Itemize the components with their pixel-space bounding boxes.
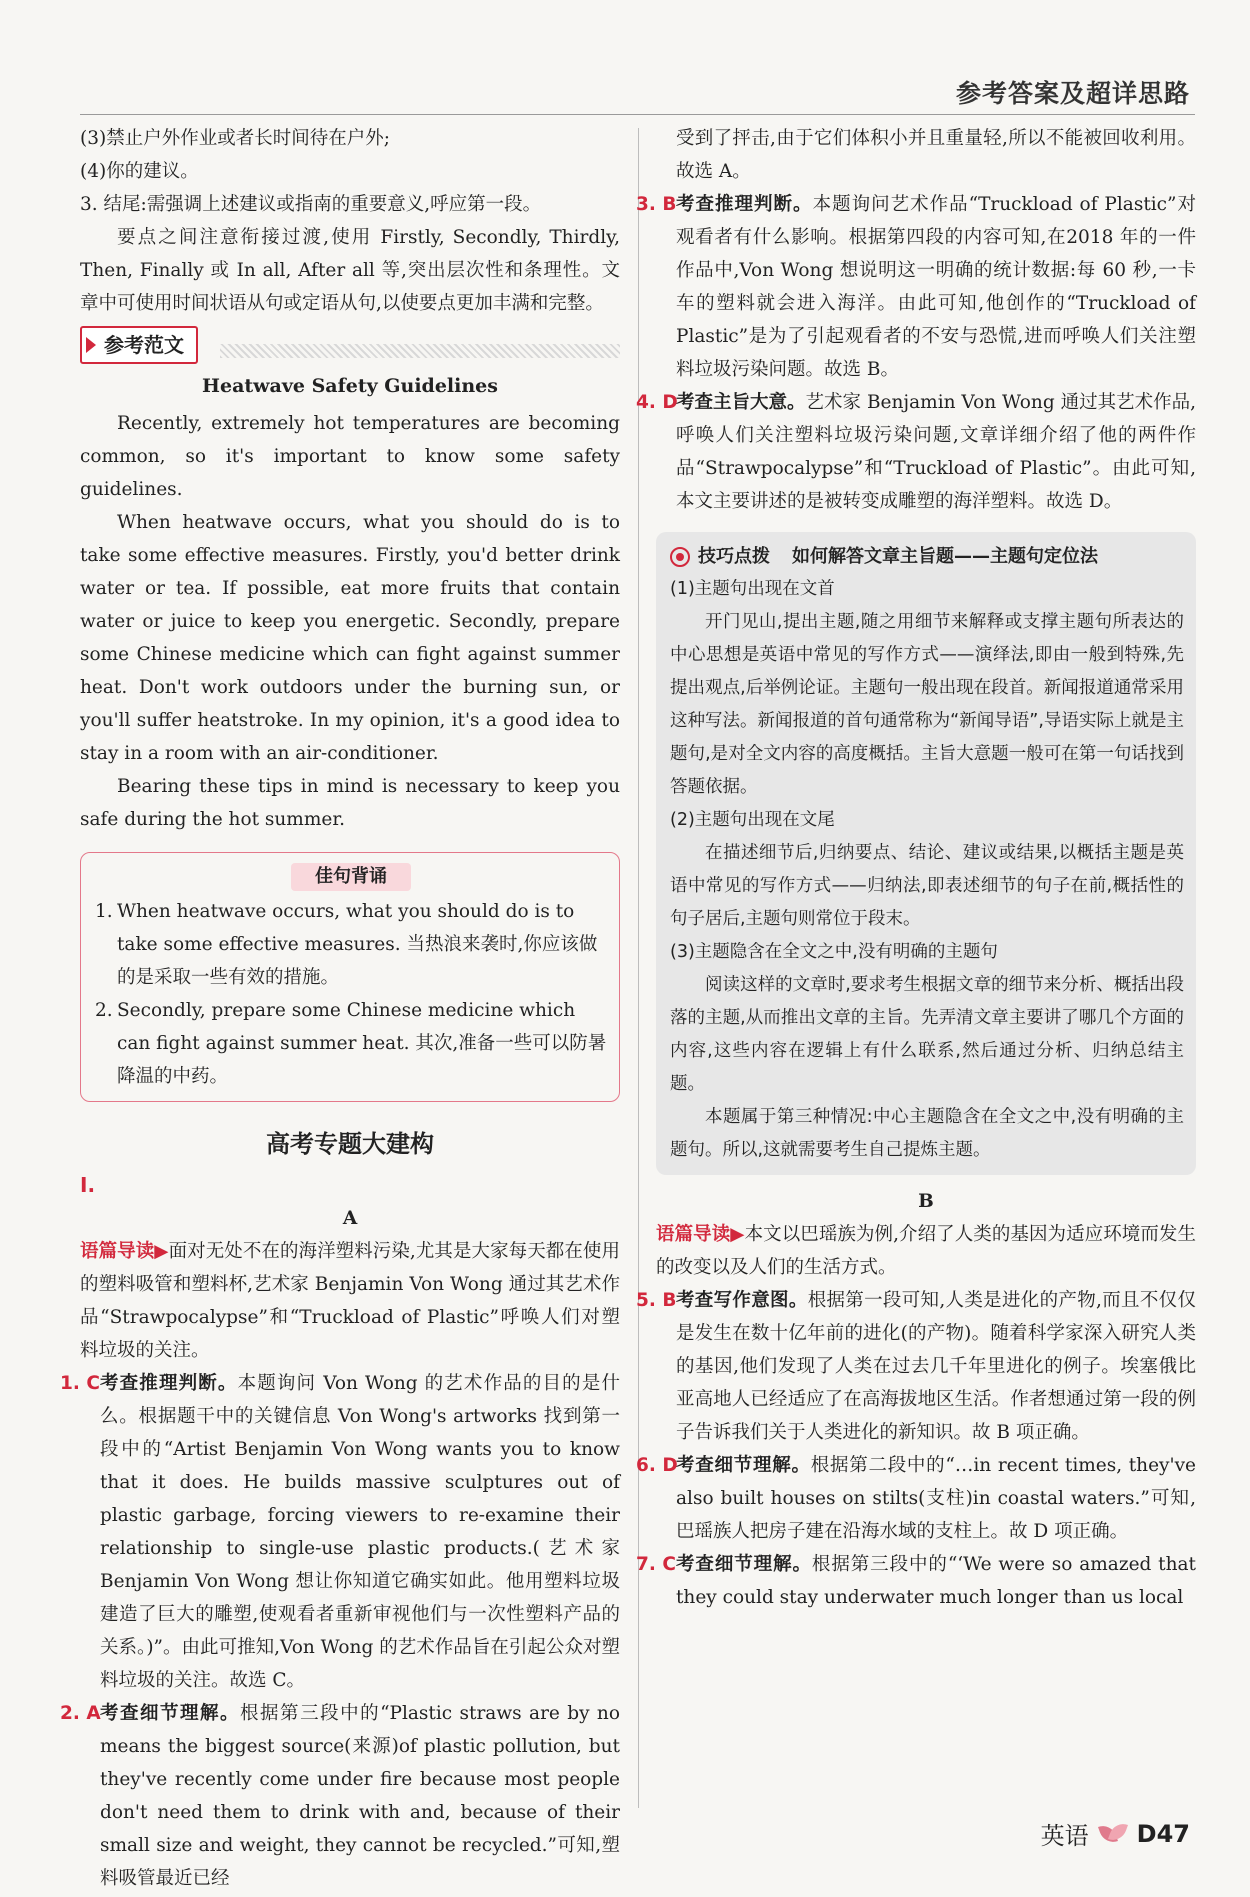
answer-item xyxy=(636,1284,1196,1449)
essay-paragraph: When heatwave occurs, what you should do is to take some effective measures. Firstly, you'd better drink water or tea. If possible, eat more fruits that contain water or juice to keep you energetic. Secondly, prepare some Chinese medicine which can fight against summer heat. Don't work outdoors under the burning sun, or you'll suffer heatstroke. In my opinion, it's a good idea to stay in a room with an air-conditioner. xyxy=(80,512,620,764)
tips-paragraph: 开门见山,提出主题,随之用细节来解释或支撑主题句所表达的中心思想是英语中常见的写作方式——演绎法,即由一般到特殊,先提出观点,后举例论证。主题句一般出现在段首。新闻报道通常采用这种写法。新闻报道的首句通常称为“新闻导语”,导语实际上就是主题句,是对全文内容的高度概括。主旨大意题一般可在第一句话找到答题依据。 xyxy=(670,612,1184,797)
question-type: 考查细节理解。 xyxy=(676,1554,812,1575)
continued-text-content: 受到了抨击,由于它们体积小并且重量轻,所以不能被回收利用。故选 A。 xyxy=(676,128,1196,182)
model-essay-label: 参考范文 xyxy=(80,326,198,364)
answer-number: 2. A xyxy=(60,1703,101,1724)
intro-paragraph: 要点之间注意衔接过渡,使用 Firstly, Secondly, Thirdly, Then, Finally 或 In all, After all 等,突出层次性和条理性。文章中可使用时间状语从句或定语从句,以使要点更加丰满和完整。 xyxy=(80,227,620,314)
question-type: 考查主旨大意。 xyxy=(676,392,806,413)
answer-number: 4. D xyxy=(636,392,678,413)
answer-number: 1. C xyxy=(60,1373,100,1394)
passage-label-a: A xyxy=(342,1208,358,1229)
question-type: 考查写作意图。 xyxy=(676,1290,808,1311)
tips-paragraph: (1)主题句出现在文首 xyxy=(670,579,835,599)
subject-label: 英语 xyxy=(1040,1822,1089,1850)
tips-label-wrap xyxy=(670,540,770,573)
passage-label-b: B xyxy=(918,1191,934,1212)
guide-label: 语篇导读▶ xyxy=(80,1241,169,1262)
question-type: 考查细节理解。 xyxy=(100,1703,241,1724)
left-column xyxy=(60,122,620,1895)
section-heading: 高考专题大建构 xyxy=(266,1130,434,1158)
tips-paragraph: 阅读这样的文章时,要求考生根据文章的细节来分析、概括出段落的主题,从而推出文章的主旨。先弄清文章主要讲了哪几个方面的内容,这些内容在逻辑上有什么联系,然后通过分析、归纳总结主题。 xyxy=(670,975,1184,1094)
answer-item xyxy=(60,1697,620,1895)
answer-text: 根据第三段中的“‘We were so amazed that they could stay underwater much longer than us local xyxy=(676,1554,1196,1608)
target-icon xyxy=(670,547,690,567)
answer-text: 本题询问艺术作品“Truckload of Plastic”对观看者有什么影响。根据第四段的内容可知,在2018 年的一件作品中,Von Wong 想说明这一明确的统计数据:每 60 秒,一卡车的塑料就会进入海洋。由此可知,他创作的“Truckload of Plastic”是为了引起观看者的不安与恐慌,进而呼唤人们关注塑料垃圾污染问题。故选 B。 xyxy=(676,194,1196,380)
answer-text: 根据第三段中的“Plastic straws are by no means the biggest source(来源)of plastic pollution, but they've recently come under fire because most people don't need them to drink with and, because of their small size and weight, they cannot be recycled.”可知,塑料吸管最近已经 xyxy=(100,1703,620,1889)
good-sentences-label: 佳句背诵 xyxy=(291,863,411,891)
model-essay-banner xyxy=(80,326,620,364)
page-footer xyxy=(1041,1816,1190,1851)
answer-item xyxy=(60,1367,620,1697)
tips-paragraph: 本题属于第三种情况:中心主题隐含在全文之中,没有明确的主题句。所以,这就需要考生自己提炼主题。 xyxy=(670,1107,1184,1160)
good-sentence-item xyxy=(95,994,607,1093)
tips-box xyxy=(656,532,1196,1175)
item-number: 1. xyxy=(95,901,113,922)
item-number: 2. xyxy=(95,1000,113,1021)
answer-text: 根据第二段中的“…in recent times, they've also built houses on stilts(支柱)in coastal waters.”可知,巴瑶族人把房子建在沿海水域的支柱上。故 D 项正确。 xyxy=(676,1455,1196,1542)
guide-label: 语篇导读▶ xyxy=(656,1224,745,1245)
tips-label: 技巧点拨 xyxy=(698,546,770,567)
good-sentence-item xyxy=(95,895,607,994)
header-rule xyxy=(80,114,1195,115)
item-text: Secondly, prepare some Chinese medicine which can fight against summer heat. 其次,准备一些可以防暑降温的中药。 xyxy=(117,1000,607,1087)
tips-paragraph: (2)主题句出现在文尾 xyxy=(670,810,835,830)
answer-text: 本题询问 Von Wong 的艺术作品的目的是什么。根据题干中的关键信息 Von Wong's artworks 找到第一段中的“Artist Benjamin Von Wong wants you to know that it does. He builds massive sculptures out of plastic garbage, forcing viewers to re-examine their relationship to single-use plastic products.(艺术家 Benjamin Von Wong 想让你知道它确实如此。他用塑料垃圾建造了巨大的雕塑,使观看者重新审视他们与一次性塑料产品的关系。)”。由此可推知,Von Wong 的艺术作品旨在引起公众对塑料垃圾的关注。故选 C。 xyxy=(100,1373,620,1691)
question-type: 考查推理判断。 xyxy=(100,1373,238,1394)
answer-number: 3. B xyxy=(636,194,677,215)
good-sentences-box xyxy=(80,852,620,1102)
question-type: 考查推理判断。 xyxy=(676,194,813,215)
essay-title: Heatwave Safety Guidelines xyxy=(202,375,498,397)
guide-text: 面对无处不在的海洋塑料污染,尤其是大家每天都在使用的塑料吸管和塑料杯,艺术家 Benjamin Von Wong 通过其艺术作品“Strawpocalypse”和“Truckload of Plastic”呼唤人们对塑料垃圾的关注。 xyxy=(80,1241,620,1361)
tips-paragraph: 在描述细节后,归纳要点、结论、建议或结果,以概括主题是英语中常见的写作方式——归纳法,即表述细节的句子在前,概括性的句子居后,主题句则常位于段末。 xyxy=(670,843,1184,929)
answer-number: 5. B xyxy=(636,1290,677,1311)
tips-header xyxy=(670,540,1184,573)
item-text: When heatwave occurs, what you should do is to take some effective measures. 当热浪来袭时,你应该做的是采取一些有效的措施。 xyxy=(117,901,598,988)
intro-line: (4)你的建议。 xyxy=(80,161,199,182)
intro-line: (3)禁止户外作业或者长时间待在户外; xyxy=(80,128,390,149)
answer-text: 艺术家 Benjamin Von Wong 通过其艺术作品,呼唤人们关注塑料垃圾污染问题,文章详细介绍了他的两件作品“Strawpocalypse”和“Truckload of Plastic”。由此可知,本文主要讲述的是被转变成雕塑的海洋塑料。故选 D。 xyxy=(676,392,1196,512)
answer-number: 6. D xyxy=(636,1455,678,1476)
tips-title: 如何解答文章主旨题——主题句定位法 xyxy=(792,546,1098,567)
answer-text: 根据第一段可知,人类是进化的产物,而且不仅仅是发生在数十亿年前的进化(的产物)。随着科学家深入研究人类的基因,他们发现了人类在过去几千年里进化的例子。埃塞俄比亚高地人已经适应了在高海拔地区生活。作者想通过第一段的例子告诉我们关于人类进化的新知识。故 B 项正确。 xyxy=(676,1290,1196,1443)
tips-paragraph: (3)主题隐含在全文之中,没有明确的主题句 xyxy=(670,942,998,962)
guide-text: 本文以巴瑶族为例,介绍了人类的基因为适应环境而发生的改变以及人们的生活方式。 xyxy=(656,1224,1196,1278)
answer-item xyxy=(636,1449,1196,1548)
header-title: 参考答案及超详思路 xyxy=(955,79,1190,108)
essay-paragraph: Bearing these tips in mind is necessary to keep you safe during the hot summer. xyxy=(80,776,620,830)
question-type: 考查细节理解。 xyxy=(676,1455,811,1476)
page-number: D47 xyxy=(1136,1819,1190,1848)
right-column xyxy=(636,122,1196,1614)
essay-paragraph: Recently, extremely hot temperatures are becoming common, so it's important to know some safety guidelines. xyxy=(80,413,620,500)
intro-line: 3. 结尾:需强调上述建议或指南的重要意义,呼应第一段。 xyxy=(80,194,542,215)
passage-guide xyxy=(80,1235,620,1367)
answer-item xyxy=(636,188,1196,386)
passage-guide xyxy=(656,1218,1196,1284)
answer-number: 7. C xyxy=(636,1554,676,1575)
answer-item xyxy=(636,1548,1196,1614)
continued-text xyxy=(656,122,1196,188)
leaf-icon xyxy=(1099,1820,1127,1848)
banner-decoration xyxy=(220,344,620,358)
part-roman-numeral: Ⅰ. xyxy=(80,1173,96,1197)
answer-item xyxy=(636,386,1196,518)
